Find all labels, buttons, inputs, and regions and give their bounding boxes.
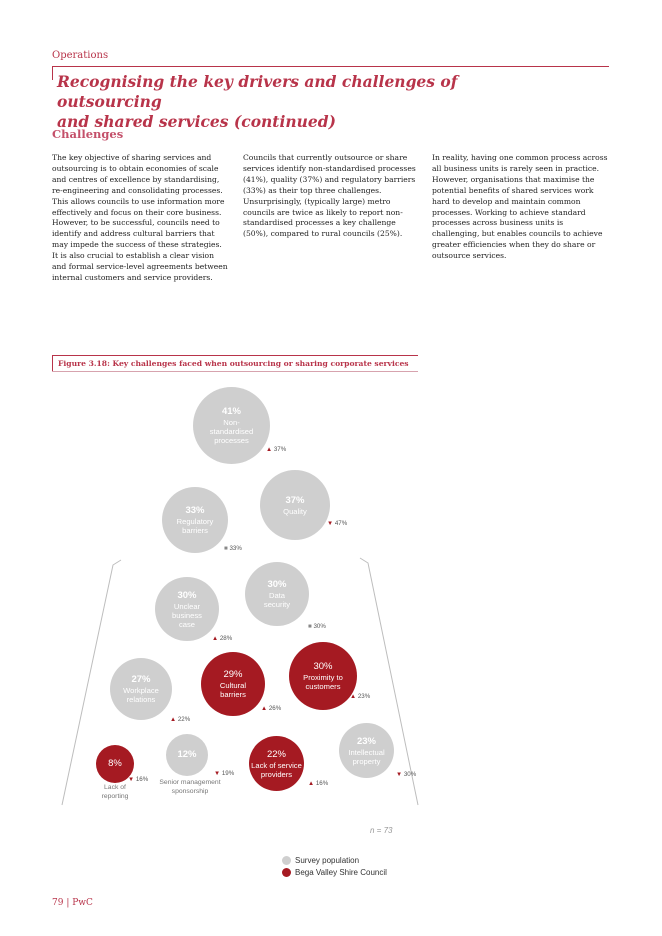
delta-value: 33% <box>229 545 242 552</box>
delta-symbol: ■ <box>308 623 312 630</box>
outside-label-line: Lack of <box>104 784 126 791</box>
bubble-workplace-relations <box>110 658 172 720</box>
bubble-percent: 30% <box>177 589 197 601</box>
bubble-label: Intellectual <box>348 747 385 757</box>
delta-value: 30% <box>313 623 326 630</box>
bubble-data-security <box>245 562 309 626</box>
bubble-percent: 30% <box>267 579 287 590</box>
bubble-percent: 30% <box>313 661 333 672</box>
delta-value: 16% <box>315 780 329 787</box>
delta-lack-of-reporting <box>128 776 148 783</box>
bubble-label: property <box>352 756 381 766</box>
delta-value: 30% <box>403 771 417 778</box>
body-column-3: In reality, having one common process across all business units is rarely seen in practice. However, organisations that maximise the potential benefits of shared services work hard to develop and maintain common processes. Working to achieve standard processes across business units is challenging, but enables councils to achieve greater efficiencies when they do share or outsource services. <box>432 153 608 261</box>
outside-label-line: Senior management <box>159 779 221 786</box>
bubble-label: customers <box>305 682 341 691</box>
delta-symbol: ▲ <box>170 716 177 723</box>
bubble-label: processes <box>214 436 249 445</box>
bubble-percent: 41% <box>221 406 241 417</box>
delta-cultural <box>261 705 281 712</box>
figure-legend <box>282 854 387 878</box>
sample-size-label: n = 73 <box>370 826 393 835</box>
legend-item-survey-population <box>282 854 387 866</box>
bubble-label: relations <box>126 695 156 704</box>
bubble-unclear-business-case <box>155 577 219 641</box>
delta-symbol: ▼ <box>396 771 403 778</box>
bubble-label: business <box>172 610 202 620</box>
legend-item-bega-valley <box>282 866 387 878</box>
bubble-label: case <box>178 619 196 629</box>
delta-symbol: ▼ <box>214 770 221 777</box>
page-title-line-1: Recognising the key drivers and challenges of outsourcing <box>57 72 458 111</box>
bubble-percent: 27% <box>131 674 151 685</box>
bubble-label: Cultural <box>219 681 247 690</box>
delta-symbol: ▼ <box>128 776 135 783</box>
body-column-2: Councils that currently outsource or share services identify non-standardised processes (41%), quality (37%) and regulatory barriers (33%) as their top three challenges. Unsurprisingly, (typically large) metro councils are twice as likely to report non-standardised processes a key challenge (50%), compared to rural councils (25%). <box>243 153 416 239</box>
section-label: Operations <box>52 50 109 61</box>
delta-symbol: ▲ <box>350 693 357 700</box>
bubble-percent: 8% <box>108 758 122 769</box>
legend-swatch <box>282 868 291 877</box>
delta-value: 22% <box>177 716 191 723</box>
bubble-label: Lack of service <box>251 760 302 770</box>
body-column-1: The key objective of sharing services and outsourcing is to obtain economies of scale and centres of excellence by standardising, re-engineering and consolidating processes. This allows councils to use information more effectively and focus on their core business. However, to be successful, councils need to identify and address cultural barriers that may impede the success of these strategies. It is also crucial to establish a clear vision and formal service-level agreements between internal customers and service providers. <box>52 153 228 282</box>
delta-regulatory <box>224 545 242 552</box>
bubble-label: Unclear <box>173 601 201 611</box>
delta-symbol: ▼ <box>327 520 334 527</box>
delta-senior-management <box>214 770 234 777</box>
bubble-percent: 29% <box>223 669 243 680</box>
delta-symbol: ▲ <box>266 446 273 453</box>
bubble-lack-of-service-providers <box>249 736 304 791</box>
delta-data-security <box>308 623 326 630</box>
delta-value: 16% <box>135 776 149 783</box>
delta-non-standardised <box>266 446 286 453</box>
delta-symbol: ■ <box>224 545 228 552</box>
delta-symbol: ▲ <box>308 780 315 787</box>
delta-value: 19% <box>221 770 235 777</box>
bubble-percent: 33% <box>185 505 205 516</box>
legend-swatch <box>282 856 291 865</box>
bubble-quality <box>260 470 330 540</box>
delta-value: 26% <box>268 705 282 712</box>
bubble-percent: 37% <box>285 494 305 506</box>
bubble-label: Workplace <box>123 686 159 695</box>
figure-caption: Figure 3.18: Key challenges faced when outsourcing or sharing corporate services <box>58 359 409 368</box>
delta-quality <box>327 520 347 527</box>
outside-label-line: reporting <box>101 792 129 800</box>
delta-value: 23% <box>357 693 371 700</box>
bubble-label: Regulatory <box>176 517 214 526</box>
delta-value: 28% <box>219 635 233 642</box>
delta-symbol: ▲ <box>212 635 219 642</box>
bubble-label: standardised <box>209 427 254 436</box>
legend-label: Survey population <box>295 855 360 865</box>
delta-workplace <box>170 716 190 723</box>
section-subheading: Challenges <box>52 127 124 141</box>
delta-business-case <box>212 635 232 642</box>
page-title-line-2: and shared services (continued) <box>57 112 336 131</box>
bubble-percent: 12% <box>177 749 197 760</box>
bubble-label: Quality <box>283 506 307 516</box>
bubble-label: Non- <box>223 418 240 427</box>
bubble-intellectual-property <box>339 723 394 778</box>
delta-intellectual <box>396 771 416 778</box>
delta-value: 37% <box>273 446 287 453</box>
bubble-label: security <box>263 600 291 609</box>
delta-service-providers <box>308 780 328 787</box>
delta-value: 47% <box>334 520 348 527</box>
bubble-label: barriers <box>182 526 208 535</box>
bubble-label: providers <box>260 769 293 779</box>
bubble-percent: 22% <box>266 748 286 760</box>
bubble-label: Proximity to <box>303 673 343 682</box>
bubble-label: Data <box>268 591 286 600</box>
page-footer: 79 | PwC <box>52 898 93 908</box>
label-lack-of-reporting <box>88 784 142 801</box>
delta-symbol: ▲ <box>261 705 268 712</box>
bubble-regulatory-barriers <box>162 487 228 553</box>
bubble-label: barriers <box>220 690 246 699</box>
label-senior-management <box>148 779 232 796</box>
bubble-senior-management-sponsorship <box>166 734 208 776</box>
outside-label-line: sponsorship <box>171 787 209 795</box>
bubble-proximity-to-customers <box>289 642 357 710</box>
bubble-cultural-barriers <box>201 652 268 716</box>
bubble-percent: 23% <box>356 735 376 747</box>
bubble-non-standardised-processes <box>193 387 273 464</box>
delta-proximity <box>350 693 370 700</box>
legend-label: Bega Valley Shire Council <box>295 867 387 877</box>
